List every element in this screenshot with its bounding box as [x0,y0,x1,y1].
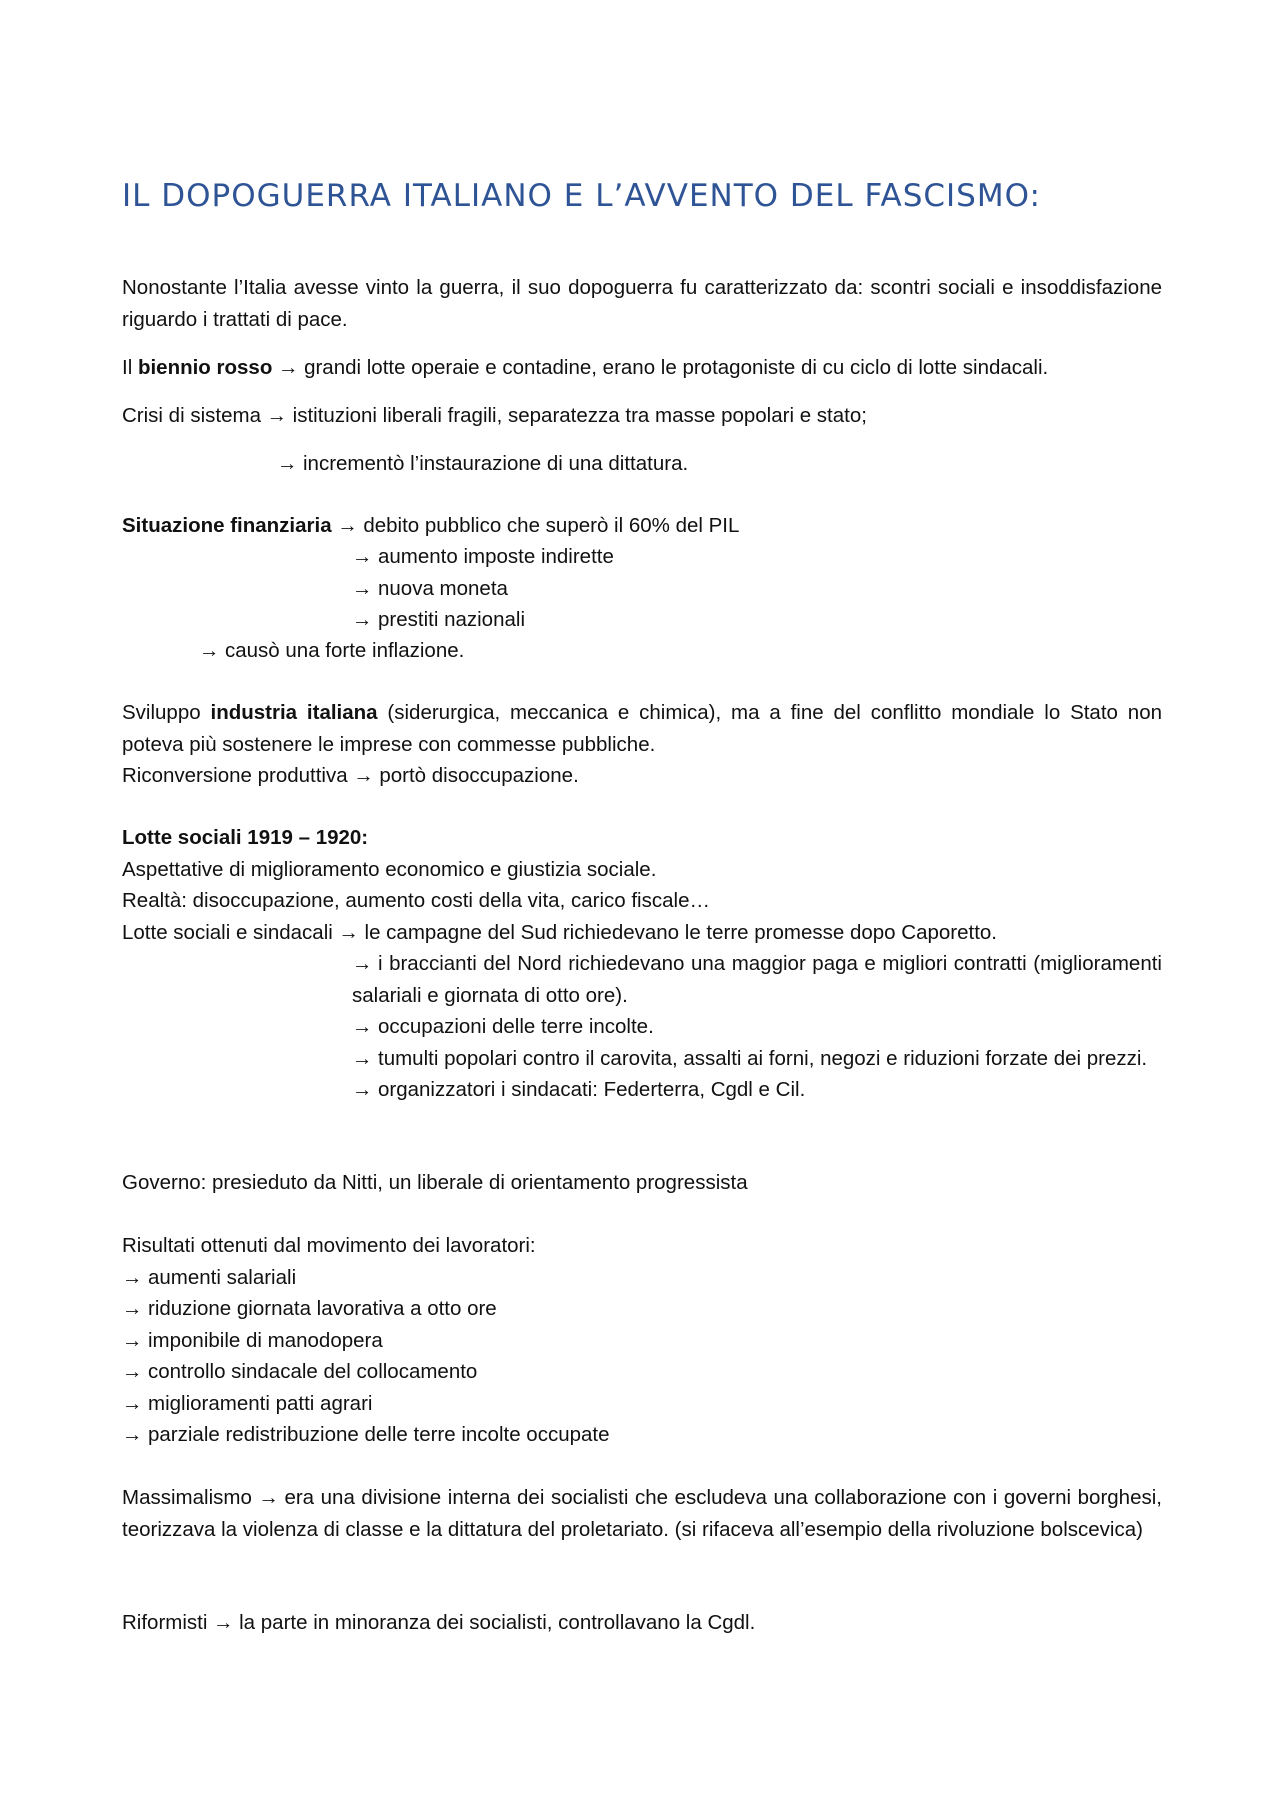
arrow-icon: → [352,1015,373,1038]
riformisti-line: Riformisti → la parte in minoranza dei socialisti, controllavano la Cgdl. [122,1607,755,1639]
arrow-icon: → [353,764,374,787]
list-item: → tumulti popolari contro il carovita, assalti ai forni, negozi e riduzioni forzate dei prezzi. [352,1043,1162,1075]
arrow-icon: → [337,514,358,537]
arrow-icon: → [122,1297,143,1320]
list-item: → organizzatori i sindacati: Federterra, Cgdl e Cil. [352,1074,1162,1106]
arrow-icon: → [199,639,220,662]
arrow-icon: → [352,545,373,568]
intro-paragraph: Nonostante l’Italia avesse vinto la guerra, il suo dopoguerra fu caratterizzato da: scontri sociali e insoddisfazione riguardo i trattati di pace. [122,276,1162,331]
list-item: → occupazioni delle terre incolte. [352,1011,1162,1043]
governo-line: Governo: presieduto da Nitti, un liberale di orientamento progressista [122,1171,748,1194]
arrow-icon: → [352,1046,373,1070]
arrow-icon: → [277,452,298,475]
list-item: → imponibile di manodopera [122,1325,610,1357]
arrow-icon: → [278,356,299,379]
industria-term: industria italiana [210,701,378,724]
arrow-icon: → [122,1360,143,1383]
arrow-icon: → [352,1078,373,1101]
finanza-line [122,510,739,542]
arrow-icon: → [338,920,360,944]
arrow-icon: → [122,1423,143,1446]
arrow-icon: → [352,952,373,975]
page-title: IL DOPOGUERRA ITALIANO E L’AVVENTO DEL FASCISMO: [122,178,1041,214]
biennio-text: grandi lotte operaie e contadine, erano le protagoniste di cu ciclo di lotte sindacali. [304,356,1049,379]
crisi-text: istituzioni liberali fragili, separatezza tra masse popolari e stato; [292,404,867,427]
risultati-heading: Risultati ottenuti dal movimento dei lavoratori: [122,1234,536,1257]
arrow-icon: → [258,1486,279,1509]
lotte-section: Lotte sociali 1919 – 1920: Aspettative di miglioramento economico e giustizia sociale. Realtà: disoccupazione, aumento costi della vita, carico fiscale… Lotte sociali e sindacali → le campagne del Sud richiedevano le terre promesse dopo Caporetto. [122,822,1162,948]
crisi-consequence [277,448,688,480]
list-item: → nuova moneta [352,573,614,605]
arrow-icon: → [122,1391,143,1415]
lotte-heading: Lotte sociali 1919 – 1920: [122,826,369,849]
finanza-sublist [352,541,614,636]
list-item: → controllo sindacale del collocamento [122,1356,610,1388]
lotte-sublist [352,948,1162,1106]
biennio-rosso-line [122,352,1162,384]
massimalismo-paragraph: Massimalismo → era una divisione interna dei socialisti che escludeva una collaborazione con i governi borghesi, teorizzava la violenza di classe e la dittatura del proletariato. (si rifaceva all’esempio della rivoluzione bolscevica) [122,1482,1162,1545]
list-item: → prestiti nazionali [352,604,614,636]
arrow-icon: → [352,608,373,631]
arrow-icon: → [352,576,373,600]
biennio-prefix: Il [122,356,138,379]
crisi-line [122,400,1162,432]
crisi-consequence-text: incrementò l’instaurazione di una dittatura. [303,452,689,475]
crisi-label: Crisi di sistema [122,404,261,427]
list-item: → aumento imposte indirette [352,541,614,573]
arrow-icon: → [266,404,288,427]
arrow-icon: → [213,1611,234,1634]
list-item: → i braccianti del Nord richiedevano una maggior paga e migliori contratti (miglioramenti salariali e giornata di otto ore). [352,948,1162,1011]
arrow-icon: → [122,1328,143,1352]
finanza-result: → causò una forte inflazione. [199,635,464,667]
list-item: → parziale redistribuzione delle terre incolte occupate [122,1419,610,1451]
industria-paragraph: Sviluppo industria italiana (siderurgica, meccanica e chimica), ma a fine del conflitto mondiale lo Stato non poteva più sostenere le imprese con commesse pubbliche. [122,701,1162,756]
finanza-label: Situazione finanziaria [122,514,332,537]
list-item: → miglioramenti patti agrari [122,1388,610,1420]
finanza-item: debito pubblico che superò il 60% del PIL [363,514,740,537]
arrow-icon: → [122,1265,143,1289]
list-item: → riduzione giornata lavorativa a otto ore [122,1293,610,1325]
riconversione-line: Riconversione produttiva → portò disoccupazione. [122,760,579,792]
risultati-section [122,1230,610,1451]
biennio-term: biennio rosso [137,356,273,379]
list-item: → aumenti salariali [122,1262,610,1294]
